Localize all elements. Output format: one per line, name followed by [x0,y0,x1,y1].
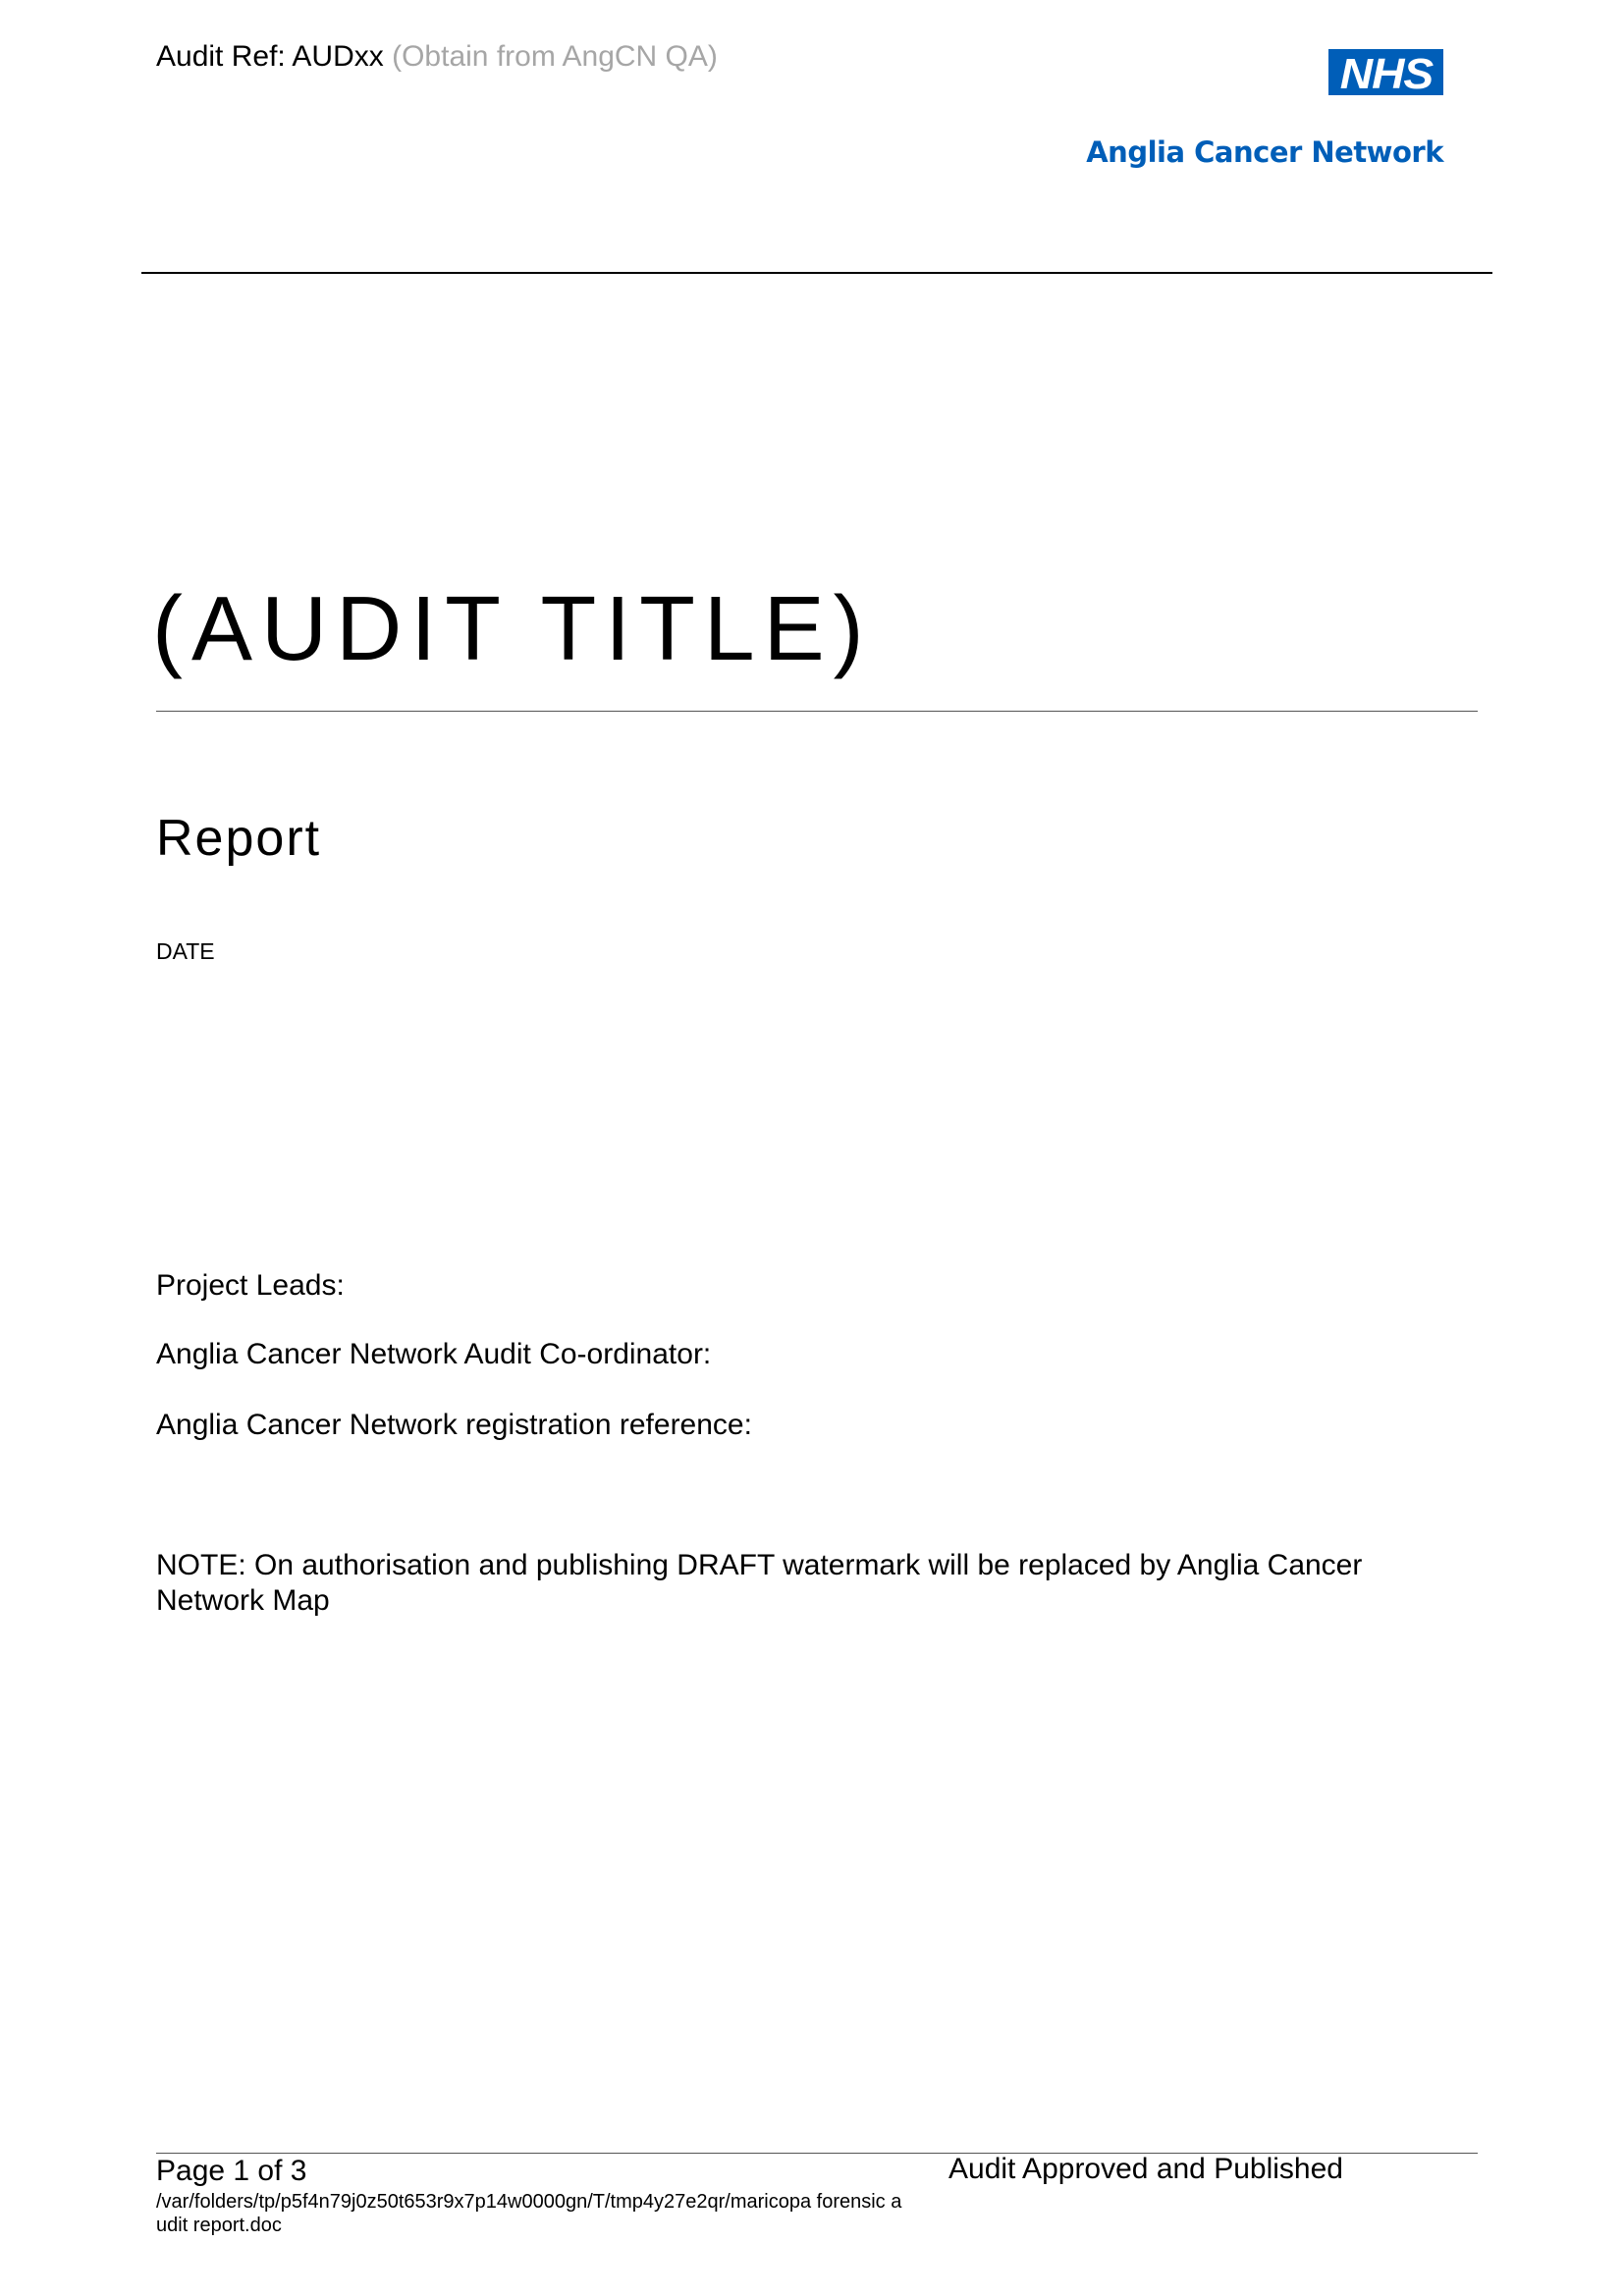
registration-reference-field: Anglia Cancer Network registration reference: [156,1409,752,1441]
nhs-logo-text: NHS [1339,50,1433,98]
audit-title: (AUDIT TITLE) [152,577,873,679]
watermark-note: NOTE: On authorisation and publishing DRAFT watermark will be replaced by Anglia Cancer Network Map [156,1549,1363,1617]
page-number: Page 1 of 3 [156,2155,307,2187]
report-date: DATE [156,938,215,964]
header-divider [141,272,1492,274]
audit-ref [156,39,718,75]
title-divider [156,711,1478,712]
file-path: /var/folders/tp/p5f4n79j0z50t653r9x7p14w0000gn/T/tmp4y27e2qr/maricopa forensic audit report.doc [156,2191,902,2236]
organisation-name: Anglia Cancer Network [1086,135,1443,169]
nhs-logo-icon [1328,49,1443,98]
report-subtitle: Report [156,810,322,867]
audit-ref-hint: (Obtain from AngCN QA) [383,40,718,73]
audit-status: Audit Approved and Published [948,2153,1343,2185]
audit-ref-label: Audit Ref: AUDxx [156,40,384,73]
audit-coordinator-field: Anglia Cancer Network Audit Co-ordinator: [156,1338,712,1370]
project-leads-field: Project Leads: [156,1269,345,1302]
